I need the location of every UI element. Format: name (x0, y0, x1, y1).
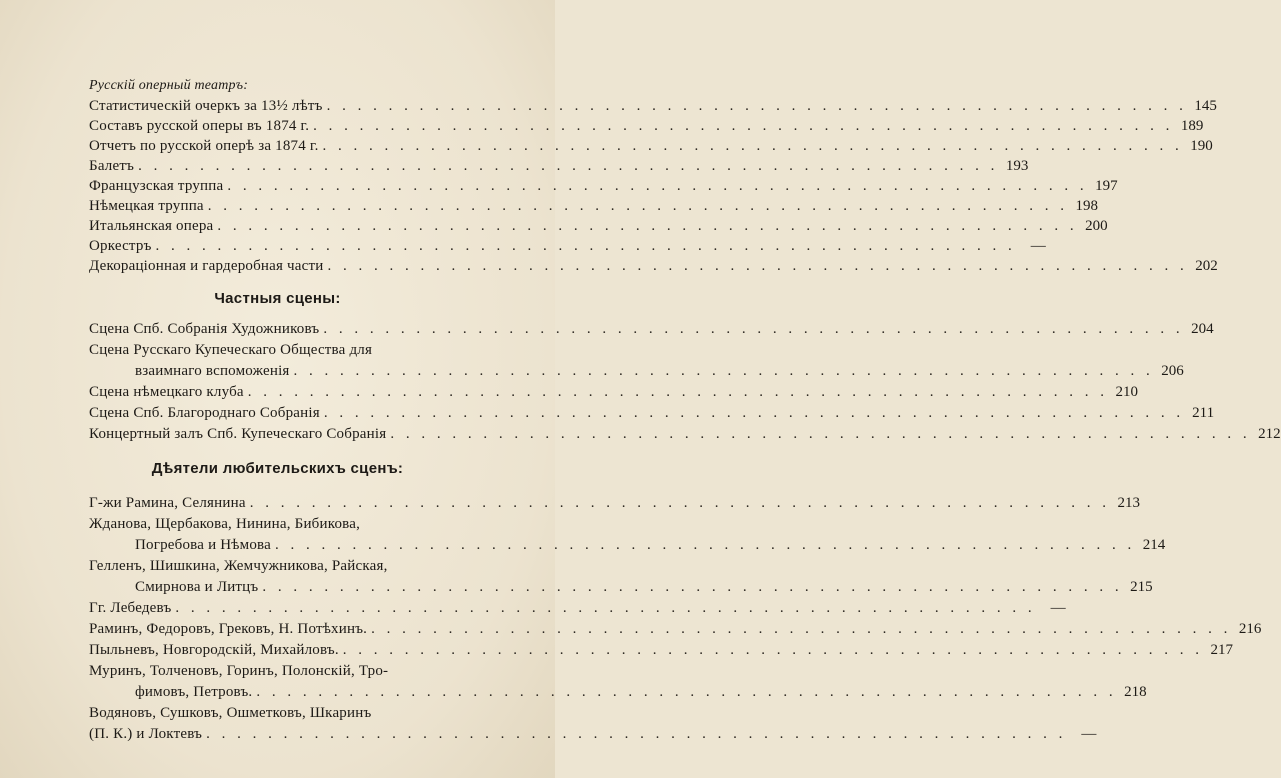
toc-entry: Итальянская опера . . . 200 (89, 217, 487, 235)
leader-dots (202, 725, 1066, 743)
page-number: — (1030, 238, 1046, 254)
leader-dots (246, 494, 1110, 512)
toc-entry: Г-жи Рамина, Селянина . . . 213 (89, 494, 487, 512)
toc-entry: Сцена нѣмецкаго клуба . . . 210 (89, 383, 487, 401)
leader-dots (271, 536, 1135, 554)
page-number: 193 (1005, 158, 1029, 174)
leader-dots (244, 383, 1108, 401)
toc-entry: Водяновъ, Сушковъ, Ошметковъ, Шкаринъ (89, 705, 372, 721)
leader-dots (367, 620, 1231, 638)
page-number: 206 (1161, 363, 1184, 379)
leader-dots (323, 97, 1187, 115)
page-number: 197 (1095, 178, 1118, 194)
toc-entry: Нѣмецкая труппа . . . 198 (89, 197, 487, 215)
page-number: 204 (1191, 321, 1214, 337)
leader-dots (204, 197, 1068, 215)
leader-dots (171, 599, 1035, 617)
page-number: 218 (1124, 684, 1147, 700)
leader-dots (309, 117, 1173, 135)
leader-dots (320, 404, 1184, 422)
page-number: 145 (1194, 98, 1217, 114)
toc-entry: Концертный залъ Спб. Купеческаго Собранія . . . 212 (89, 425, 487, 443)
section-title-private: Частныя сцены: (214, 290, 341, 307)
page-number: 189 (1180, 118, 1204, 134)
toc-entry: Гг. Лебедевъ . . . — (89, 599, 487, 617)
leader-dots (319, 320, 1183, 338)
toc-entry: Погребова и Нѣмова . . . 214 (89, 536, 487, 554)
page-number: 214 (1142, 537, 1166, 553)
toc-entry: (П. К.) и Локтевъ . . . — (89, 725, 487, 743)
toc-entry: Гелленъ, Шишкина, Жемчужникова, Райская, (89, 558, 388, 574)
toc-entry: фимовъ, Петровъ. . . . 218 (89, 683, 487, 701)
toc-entry: Французская труппа . . . 197 (89, 177, 487, 195)
toc-entry: Муринъ, Толченовъ, Горинъ, Полонскій, Тро- (89, 663, 389, 679)
page-number: 211 (1192, 405, 1215, 421)
leader-dots (152, 237, 1016, 255)
page-number: 217 (1210, 642, 1234, 658)
leader-dots (324, 257, 1188, 275)
leader-dots (213, 217, 1077, 235)
toc-entry: Сцена Спб. Благороднаго Собранія . . . 211 (89, 404, 487, 422)
toc-entry: Пыльневъ, Новгородскій, Михайловъ. . . . 217 (89, 641, 487, 659)
toc-entry: Оркестръ . . . — (89, 237, 487, 255)
page-number: 198 (1075, 198, 1099, 214)
toc-entry: Сцена Русскаго Купеческаго Общества для (89, 342, 373, 358)
toc-entry: Статистическій очеркъ за 13½ лѣтъ . . . 145 (89, 97, 487, 115)
leader-dots (386, 425, 1250, 443)
page-number: 215 (1130, 579, 1153, 595)
toc-entry: взаимнаго вспоможенія . . . 206 (89, 362, 487, 380)
toc-entry: Смирнова и Литцъ . . . 215 (89, 578, 487, 596)
section-title-opera: Русскій оперный театръ: (89, 78, 249, 93)
toc-entry: Сцена Спб. Собранія Художниковъ . . . 204 (89, 320, 487, 338)
page-number: 216 (1238, 621, 1262, 637)
leader-dots (134, 157, 998, 175)
page-number: — (1081, 726, 1097, 742)
section-title-amateur: Дѣятели любительскихъ сценъ: (151, 460, 404, 477)
page-number: 190 (1190, 138, 1213, 154)
leader-dots (290, 362, 1154, 380)
toc-entry: Отчетъ по русской оперѣ за 1874 г. . . . 190 (89, 137, 487, 155)
leader-dots (258, 578, 1122, 596)
toc-entry: Балетъ . . . 193 (89, 157, 487, 175)
toc-entry: Декораціонная и гардеробная части . . . 202 (89, 257, 487, 275)
page-number: — (1050, 600, 1066, 616)
leader-dots (252, 683, 1116, 701)
leader-dots (319, 137, 1183, 155)
toc-entry: Жданова, Щербакова, Нинина, Бибикова, (89, 516, 361, 532)
page-number: 213 (1117, 495, 1140, 511)
leader-dots (223, 177, 1087, 195)
page-number: 202 (1195, 258, 1218, 274)
page-number: 210 (1115, 384, 1139, 400)
page-number: 212 (1258, 426, 1281, 442)
toc-entry: Составъ русской оперы въ 1874 г. . . . 189 (89, 117, 487, 135)
toc-entry: Раминъ, Федоровъ, Грековъ, Н. Потѣхинъ. . . . 216 (89, 620, 487, 638)
page-number: 200 (1085, 218, 1108, 234)
leader-dots (339, 641, 1203, 659)
